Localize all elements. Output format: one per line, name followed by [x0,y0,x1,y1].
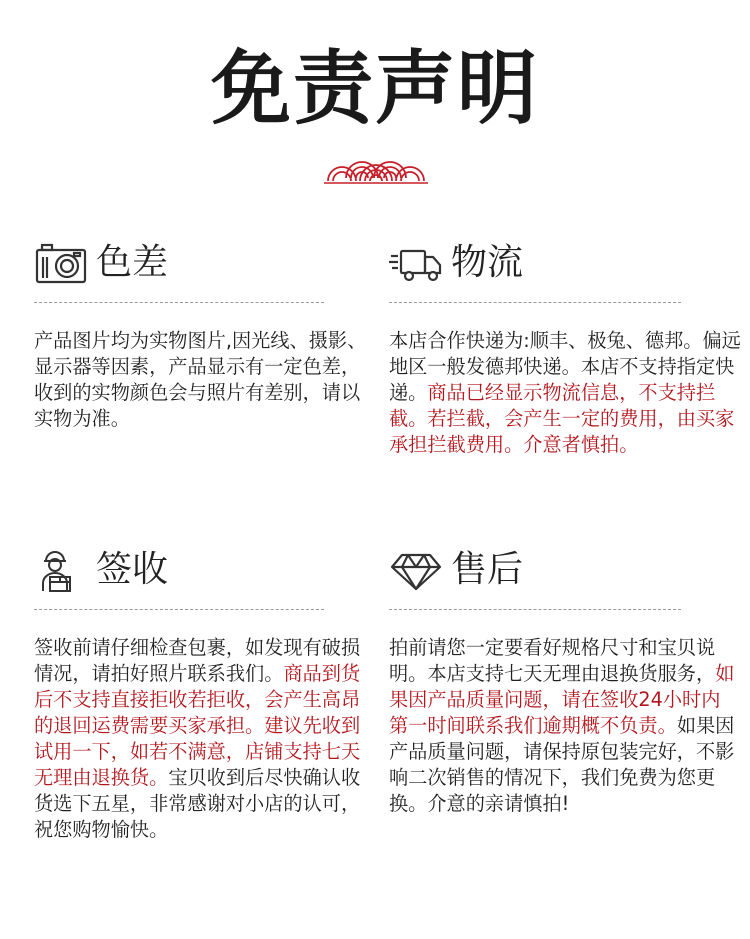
text-segment: 签收前请仔细检查包裹，如发现有破损情况，请拍好照片联系我们。 [34,636,361,685]
text-segment: 宝贝收到后尽快确认收货选下五星，非常感谢对小店的认可，祝您购物愉快。 [34,766,361,841]
section-heading: 售后 [451,549,524,590]
section-heading: 签收 [96,549,169,590]
highlight-text-segment: 商品已经显示物流信息，不支持拦截。若拦截，会产生一定的费用，由买家承担拦截费用。介意者慎拍。 [389,381,735,456]
text-segment: 如果因产品质量问题，请保持原包装完好，不影响二次销售的情况下，我们免费为您更换。介意的亲请慎拍! [389,714,735,815]
dashed-divider [389,302,681,303]
diamond-icon [389,549,443,593]
section-text [34,635,374,843]
dashed-divider [389,609,681,610]
text-segment: 拍前请您一定要看好规格尺寸和宝贝说明。本店支持七天无理由退换货服务， [389,636,716,685]
text-segment: 产品图片均为实物图片,因光线、摄影、显示器等因素，产品显示有一定色差，收到的实物颜色会与照片有差别，请以实物为准。 [34,329,367,430]
dashed-divider [34,609,324,610]
section-heading: 色差 [96,242,169,283]
highlight-text-segment: 商品到货后不支持直接拒收若拒收，会产生高昂的退回运费需要买家承担。建议先收到试用一下，如若不满意，店铺支持七天无理由退换货。 [34,662,361,789]
highlight-text-segment: 如果因产品质量问题，请在签收24小时内第一时间联系我们逾期概不负责。 [389,662,735,737]
page-title: 免责声明 [211,41,539,135]
section-text [389,635,737,817]
delivery-truck-icon [389,242,443,286]
section-text [389,328,741,458]
section-text [34,328,374,432]
text-segment: 本店合作快递为:顺丰、极兔、德邦。偏远地区一般发德邦快递。本店不支持指定快递。 [389,329,741,404]
section-heading: 物流 [451,242,524,283]
dashed-divider [34,302,324,303]
camera-icon [34,242,88,286]
wave-ornament-icon [324,150,428,184]
courier-package-icon [34,549,88,593]
